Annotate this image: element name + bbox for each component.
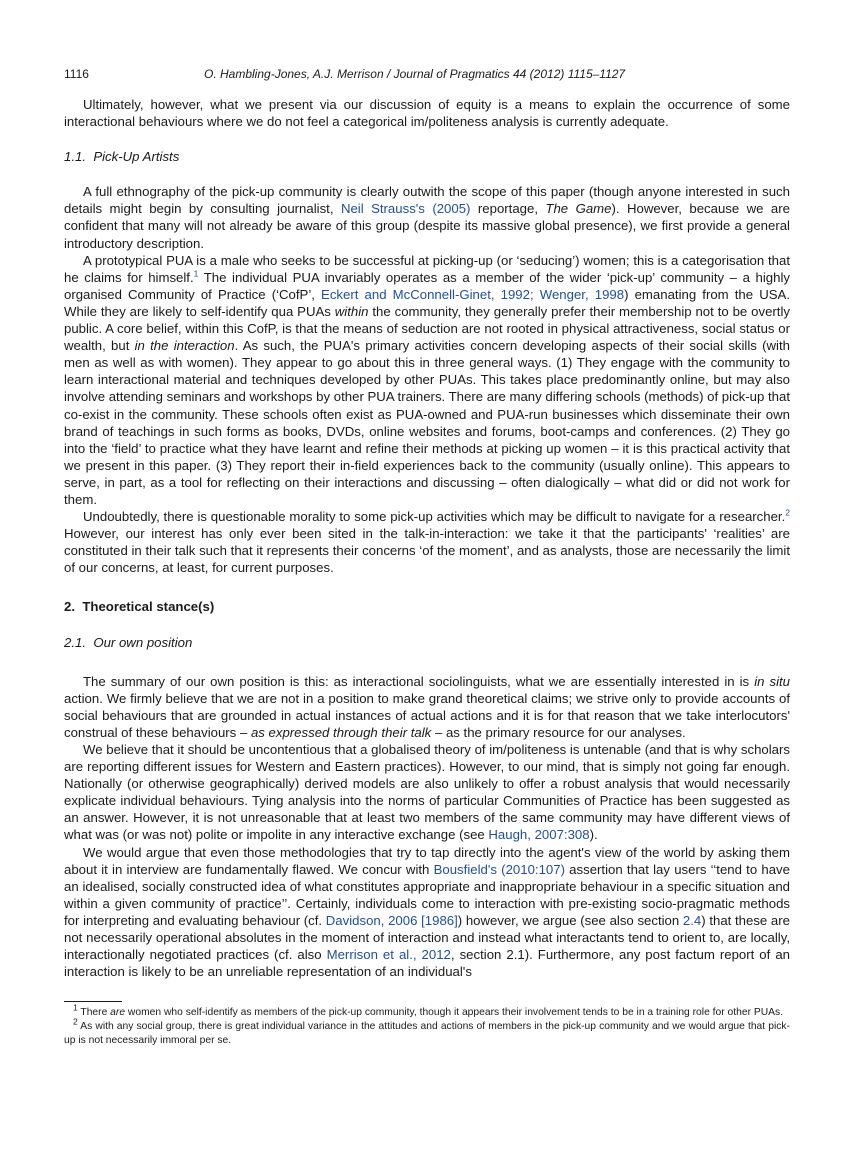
text-run: However, our interest has only ever been sited in the talk-in-interaction: we take it that the participants' ‘realities’ are constituted in their talk such that it represents their concerns ‘of the moment’, and as analysts, those are necessarily the limit of our concerns, at least, for current purposes. [64, 526, 790, 576]
footnote-ref-1[interactable]: 1 [193, 268, 199, 279]
body-text [64, 96, 790, 980]
paragraph-methodologies [64, 844, 790, 981]
footnote-number: 1 [73, 1002, 78, 1013]
text-run: – as the primary resource for our analyses. [431, 724, 686, 740]
emphasis: as expressed through their talk [250, 724, 432, 740]
text-run: As with any social group, there is great individual variance in the attitudes and actions of members in the pick-up community and we would argue that pick-up is not necessarily immoral per se. [64, 1021, 790, 1047]
citation-link-bousfield[interactable]: Bousfield's (2010:107) [433, 861, 565, 877]
text-run: We would argue that even those methodologies that try to tap directly into the agent's view of the world by asking them about it in interview are fundamentally flawed. We concur with [64, 844, 790, 877]
text-run: , section 2.1). Furthermore, any post factum report of an interaction is likely to be an unreliable representation of an individual's [64, 947, 790, 980]
footnote-ref-2[interactable]: 2 [785, 507, 790, 518]
section-heading-1-1 [64, 148, 790, 165]
text-run: Undoubtedly, there is questionable morality to some pick-up activities which may be difficult to navigate for a researcher. [83, 509, 786, 525]
emphasis: within [334, 303, 369, 319]
paragraph-globalised-theory [64, 741, 790, 844]
page-number: 1116 [64, 67, 89, 81]
paragraph-morality [64, 508, 790, 576]
text-run: ). However, because we are confident that many will not already be aware of this group (despite its massive global presence), we first provide a general introductory description. [64, 201, 790, 251]
section-number: 2. [64, 599, 75, 615]
citation-link-eckert-wenger[interactable]: Eckert and McConnell-Ginet, 1992; Wenger, 1998 [321, 286, 625, 302]
text-run: A full ethnography of the pick-up community is clearly outwith the scope of this paper (though anyone interested in such details might begin by consulting journalist, [64, 184, 790, 217]
citation-link-merrison[interactable]: Merrison et al., 2012 [326, 947, 451, 963]
text-run: The individual PUA invariably operates as a member of the wider ‘pick-up’ community – a highly organised Community of Practice (‘CofP’, [64, 269, 790, 302]
emphasis: in the interaction [134, 338, 235, 354]
text-run: ). [589, 827, 598, 843]
running-header [64, 66, 790, 82]
paragraph-own-position [64, 673, 790, 741]
section-heading-2 [64, 598, 790, 615]
section-number: 2.1. [64, 634, 86, 650]
section-number: 1.1. [64, 149, 86, 165]
footnote-1 [64, 1002, 790, 1020]
section-title: Theoretical stance(s) [82, 599, 215, 615]
paragraph-prototypical-pua [64, 252, 790, 508]
text-run: the community, they generally prefer their membership not to be overtly public. A core belief, within this CofP, is that the means of seduction are not rooted in physical attractiveness, social status or wealth, but [64, 303, 790, 354]
text-run: We believe that it should be uncontentious that a globalised theory of im/politeness is untenable (and that is why scholars are reporting different issues for Western and Eastern practices). However, to our mind, that is simply not going far enough. Nationally (or otherwise geographically) derived models are also unlikely to offer a robust analysis that would necessarily explicate individual behaviours. Tying analysis into the norms of particular Communities of Practice has been suggested as an answer. However, it is not unreasonable that at least two members of the same community may have different views of what was (or was not) polite or impolite in any interactive exchange (see [64, 742, 790, 843]
citation-link-davidson[interactable]: Davidson, 2006 [1986] [325, 912, 458, 928]
paragraph-pua-ethnography [64, 183, 790, 251]
text-run: ) however, we argue (see also section [457, 912, 683, 928]
intro-paragraph: Ultimately, however, what we present via our discussion of equity is a means to explain the occurrence of some interactional behaviours where we do not feel a categorical im/politeness analysis is currently adequate. [64, 97, 790, 130]
text-run: reportage, [470, 201, 546, 217]
text-run: The summary of our own position is this: as interactional sociolinguists, what we are essentially interested in is [83, 673, 755, 689]
citation-link-haugh[interactable]: Haugh, 2007:308 [488, 827, 590, 843]
text-run: action. We firmly believe that we are not in a position to make grand theoretical claims; we strive only to provide accounts of social behaviours that are grounded in actual instances of actual actions and it is for that reason that we take interlocutors' construal of these behaviours – [64, 690, 790, 740]
footnote-2 [64, 1016, 790, 1048]
footnote-number: 2 [73, 1016, 78, 1027]
emphasis: in situ [754, 673, 791, 689]
section-title: Pick-Up Artists [93, 149, 180, 165]
text-run: . As such, the PUA's primary activities concern developing aspects of their social skills (with men as well as with women). They appear to go about this in three general ways. (1) They engage with the community to learn interactional material and techniques developed by other PUAs. This takes place predominantly online, but may also involve attending seminars and workshops by other PUA trainers. There are many differing schools (methods) of pick-up that co-exist in the community. These schools often exist as PUA-owned and PUA-run businesses which disseminate their own brand of teachings in such forms as books, DVDs, online websites and forums, boot-camps and conferences. (2) They go into the ‘field’ to practice what they have learnt and refine their methods at picking up women – it is this practical activity that we present in this paper. (3) They report their in-field experiences back to the community (usually online). This appears to serve, in part, as a tool for reflecting on their interactions and discussing – often dialogically – what did or did not work for them. [64, 338, 790, 507]
emphasis: are [110, 1007, 126, 1019]
section-title: Our own position [93, 634, 193, 650]
page [64, 66, 790, 1048]
text-run: A prototypical PUA is a male who seeks to be successful at picking-up (or ‘seducing’) women; this is a categorisation that he claims for himself. [64, 252, 790, 285]
text-run: There [77, 1007, 111, 1019]
book-title: The Game [545, 201, 612, 217]
text-run: ) emanating from the USA. While they are likely to self-identify qua PUAs [64, 286, 790, 319]
section-link-2-4[interactable]: 2.4 [682, 912, 702, 928]
text-run: assertion that lay users ‘‘tend to have an idealised, socially constructed idea of what constitutes appropriate and inappropriate behaviour in a specific situation and within a given community of practice’’. Certainly, individuals come to interaction with pre-existing socio-pragmatic methods for interpreting and evaluating behaviour (cf. [64, 861, 790, 928]
citation-link-strauss[interactable]: Neil Strauss's (2005) [340, 201, 471, 217]
text-run: women who self-identify as members of the pick-up community, though it appears their involvement tends to be in a training role for other PUAs. [125, 1007, 784, 1019]
section-heading-2-1 [64, 634, 790, 651]
text-run: ) that these are not necessarily operational absolutes in the moment of interaction and instead what interactants tend to orient to, are locally, interactionally negotiated practices (cf. also [64, 912, 790, 963]
journal-reference: O. Hambling-Jones, A.J. Merrison / Journal of Pragmatics 44 (2012) 1115–1127 [204, 67, 626, 81]
